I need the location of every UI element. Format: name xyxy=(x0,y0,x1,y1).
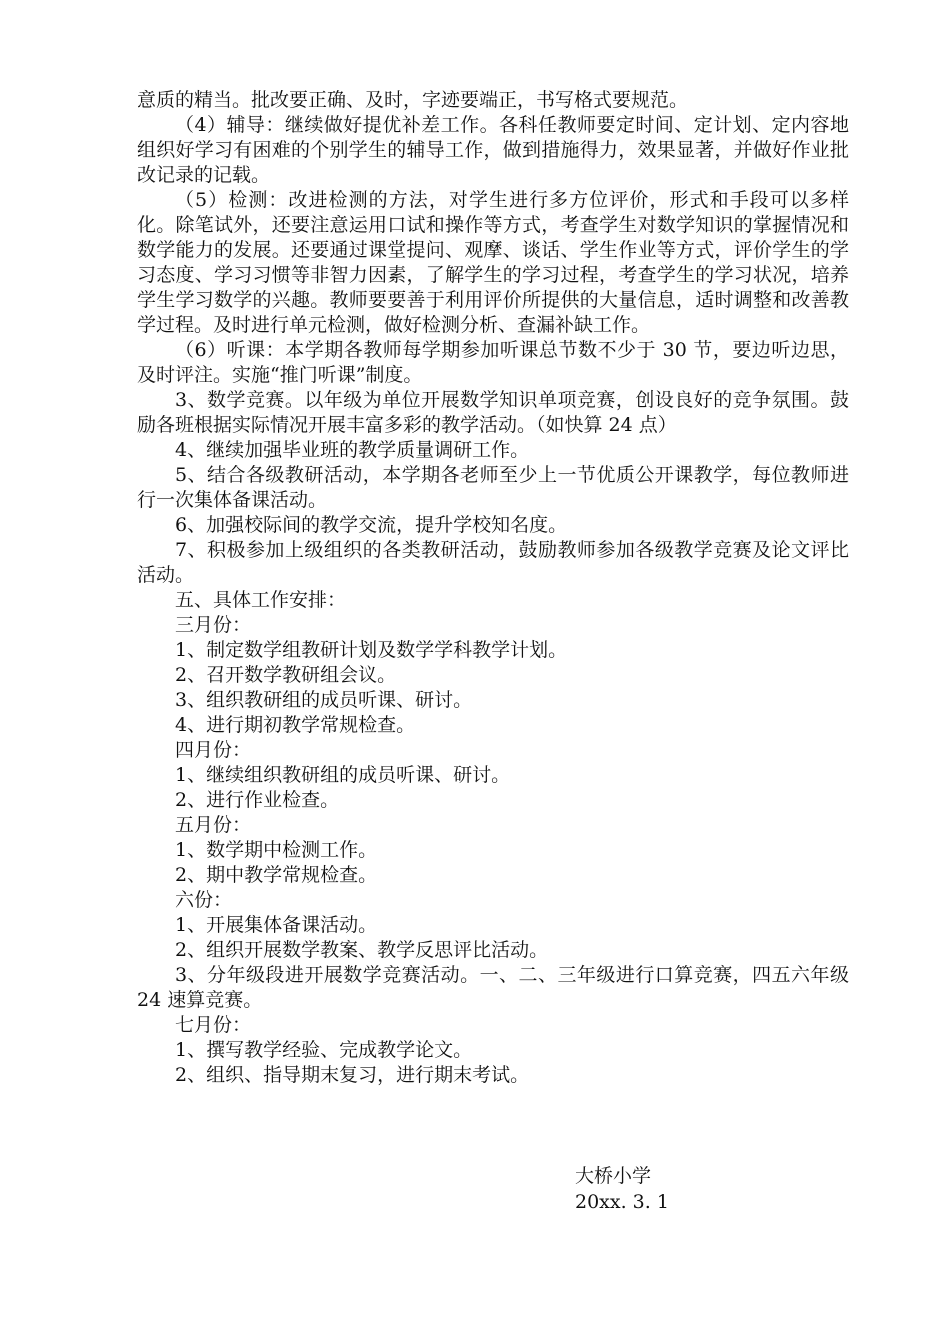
list-item: 2、进行作业检查。 xyxy=(175,789,340,811)
paragraph-0: 意质的精当。批改要正确、及时，字迹要端正，书写格式要规范。 xyxy=(137,89,689,111)
month-heading-april: 四月份： xyxy=(175,739,252,761)
month-heading-may: 五月份： xyxy=(175,814,252,836)
signature-block xyxy=(575,1163,669,1215)
list-item: 1、制定数学组教研计划及数学学科教学计划。 xyxy=(175,639,568,661)
paragraph-5: 4、继续加强毕业班的教学质量调研工作。 xyxy=(175,439,530,461)
list-item: 1、继续组织教研组的成员听课、研讨。 xyxy=(175,764,511,786)
month-heading-march: 三月份： xyxy=(175,614,252,636)
list-item: 3、组织教研组的成员听课、研讨。 xyxy=(175,689,473,711)
paragraph-2: （5）检测：改进检测的方法，对学生进行多方位评价，形式和手段可以多样化。除笔试外，还要注意运用口试和操作等方式，考查学生对数学知识的掌握情况和数学能力的发展。还要通过课堂提问、观摩、谈话、学生作业等方式，评价学生的学习态度、学习习惯等非智力因素，了解学生的学习过程，考查学生的学习状况，培养学生学习数学的兴趣。教师要要善于利用评价所提供的大量信息，适时调整和改善教学过程。及时进行单元检测，做好检测分析、查漏补缺工作。 xyxy=(137,189,849,336)
list-item: 2、召开数学教研组会议。 xyxy=(175,664,397,686)
list-item: 1、开展集体备课活动。 xyxy=(175,914,378,936)
paragraph-7: 6、加强校际间的教学交流，提升学校知名度。 xyxy=(175,514,568,536)
document-body xyxy=(137,88,849,1088)
list-item: 2、组织、指导期末复习，进行期末考试。 xyxy=(175,1064,530,1086)
list-item: 2、期中教学常规检查。 xyxy=(175,864,378,886)
list-item: 1、撰写教学经验、完成教学论文。 xyxy=(175,1039,473,1061)
list-item: 1、数学期中检测工作。 xyxy=(175,839,378,861)
paragraph-8: 7、积极参加上级组织的各类教研活动，鼓励教师参加各级教学竞赛及论文评比活动。 xyxy=(137,539,849,586)
list-item: 4、进行期初教学常规检查。 xyxy=(175,714,416,736)
document-date: 20xx. 3. 1 xyxy=(575,1191,669,1213)
list-item: 2、组织开展数学教案、教学反思评比活动。 xyxy=(175,939,549,961)
paragraph-6: 5、结合各级教研活动，本学期各老师至少上一节优质公开课教学，每位教师进行一次集体备课活动。 xyxy=(137,464,849,511)
paragraph-1: （4）辅导：继续做好提优补差工作。各科任教师要定时间、定计划、定内容地组织好学习有困难的个别学生的辅导工作，做到措施得力，效果显著，并做好作业批改记录的记载。 xyxy=(137,114,849,186)
paragraph-3: （6）听课：本学期各教师每学期参加听课总节数不少于 30 节，要边听边思，及时评注。实施“推门听课”制度。 xyxy=(137,339,849,386)
paragraph-4: 3、数学竞赛。以年级为单位开展数学知识单项竞赛，创设良好的竞争氛围。鼓励各班根据实际情况开展丰富多彩的教学活动。（如快算 24 点） xyxy=(137,389,849,436)
month-heading-june: 六份： xyxy=(175,889,233,911)
section-heading: 五、具体工作安排： xyxy=(175,589,347,611)
school-name: 大桥小学 xyxy=(575,1165,652,1187)
list-item: 3、分年级段进开展数学竞赛活动。一、二、三年级进行口算竞赛，四五六年级 24 速算竞赛。 xyxy=(137,964,849,1011)
month-heading-july: 七月份： xyxy=(175,1014,252,1036)
